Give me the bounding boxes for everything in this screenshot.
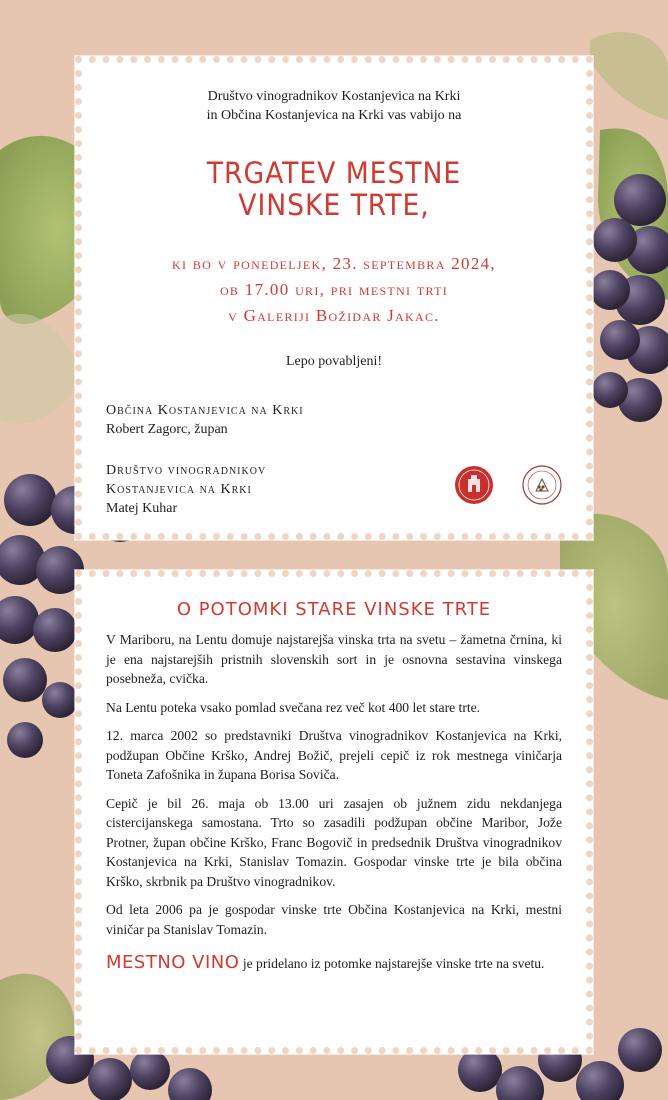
- invitation-card: [75, 56, 593, 540]
- history-body: [82, 630, 586, 974]
- history-paragraph-4: Cepič je bil 26. maja ob 13.00 uri zasajen ob južnem zidu nekdanjega cistercijanskega samostana. Trto so zasadili podžupan občine Maribor, Jože Protner, župan občine Krško, Franc Bogovič in predsednik Društva vinogradnikov Kostanjevica na Krki, Stanislav Tomazin. Gospodar vinske trte je bila občina Krško, skrbnik pa Društvo vinogradnikov.: [106, 795, 562, 889]
- title-line-2: VINSKE TRTE,: [238, 188, 430, 222]
- signer-2-org-line-1: Društvo vinogradnikov: [106, 463, 267, 478]
- history-paragraph-6: [106, 953, 562, 974]
- municipality-seal-icon: [454, 465, 494, 505]
- title-line-1: TRGATEV MESTNE: [206, 156, 462, 190]
- society-seal-icon: [522, 465, 562, 505]
- intro-line-1: Društvo vinogradnikov Kostanjevica na Krki: [207, 89, 461, 104]
- history-paragraph-5: Od leta 2006 pa je gospodar vinske trte Občina Kostanjevica na Krki, mestni viničar pa Stanislav Tomazin.: [106, 902, 562, 937]
- invitation-intro: [82, 87, 586, 125]
- signature-society: [106, 461, 266, 518]
- event-details: [82, 251, 586, 329]
- signer-2-org-line-2: Kostanjevica na Krki: [106, 482, 252, 497]
- detail-line-3: v Galeriji Božidar Jakac.: [228, 306, 440, 325]
- signer-1-name: Robert Zagorc, župan: [106, 422, 228, 437]
- signer-2-name: Matej Kuhar: [106, 501, 178, 516]
- intro-line-2: in Občina Kostanjevica na Krki vas vabijo na: [206, 108, 462, 123]
- history-paragraph-3: 12. marca 2002 so predstavniki Društva vinogradnikov Kostanjevica na Krki, podžupan Občine Krško, Andrej Božič, prejeli cepič iz rok mestnega viničarja Toneta Zafošnika in župana Borisa Soviča.: [106, 728, 562, 782]
- signature-municipality: [106, 401, 304, 439]
- history-paragraph-6-text: je pridelano iz potomke najstarejše vinske trte na svetu.: [239, 956, 545, 971]
- event-title: [102, 157, 566, 221]
- history-heading: O POTOMKI STARE VINSKE TRTE: [176, 599, 492, 620]
- history-paragraph-2: Na Lentu poteka vsako pomlad svečana rez več kot 400 let stare trte.: [106, 699, 481, 715]
- history-paragraph-1: V Mariboru, na Lentu domuje najstarejša vinska trta na svetu – žametna črnina, ki je ena najstarejših pristnih slovenskih sort in je osnovna sestavina vinskega posebneža, cvička.: [106, 632, 562, 686]
- greeting: Lepo povabljeni!: [285, 354, 383, 369]
- mestno-vino-label: MESTNO VINO: [106, 952, 240, 973]
- signer-1-org: Občina Kostanjevica na Krki: [106, 403, 304, 418]
- detail-line-1: ki bo v ponedeljek, 23. septembra 2024,: [172, 254, 496, 273]
- detail-line-2: ob 17.00 uri, pri mestni trti: [219, 280, 449, 299]
- history-card: [75, 570, 593, 1054]
